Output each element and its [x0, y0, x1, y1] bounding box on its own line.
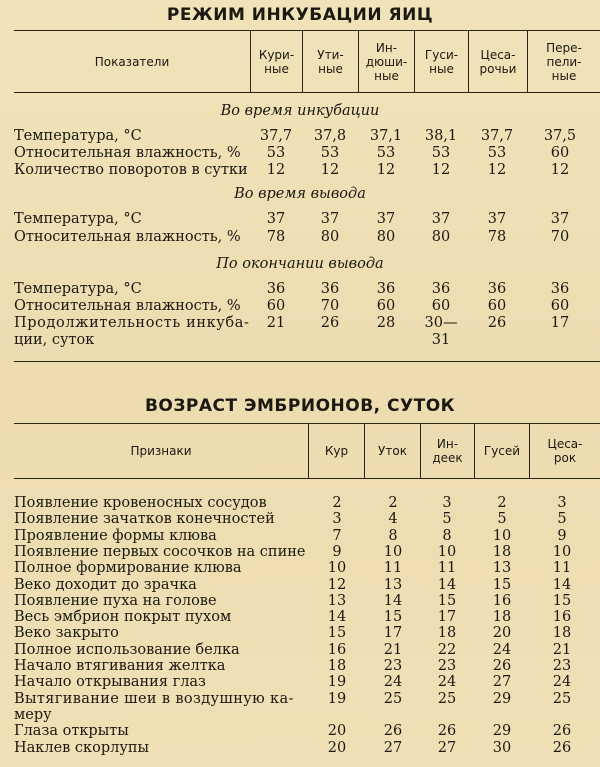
table-row [0, 642, 600, 659]
row-value: 11 [552, 560, 572, 576]
row-value: 26 [492, 658, 512, 674]
row-value: 14 [383, 593, 403, 609]
table2-header-col: Кур [324, 444, 349, 458]
row-label: Появление пуха на голове [14, 593, 217, 609]
row-value: 14 [552, 577, 572, 593]
row-value: 16 [552, 609, 572, 625]
row-value: 15 [327, 625, 347, 641]
row-label: Проявление формы клюва [14, 528, 217, 544]
row-value: 27 [492, 674, 512, 690]
row-value: 18 [437, 625, 457, 641]
row-value: 16 [492, 593, 512, 609]
table-row [0, 577, 600, 594]
row-value: 13 [492, 560, 512, 576]
row-label: Появление зачатков конечностей [14, 511, 275, 527]
table-row: Температура, °С 37 37 37 37 37 37 [14, 211, 570, 227]
table2-header-rule [14, 478, 600, 479]
row-label: Появление кровеносных сосудов [14, 495, 267, 511]
row-value: 15 [383, 609, 403, 625]
table1-header-rule [14, 92, 600, 93]
row-value: 21 [383, 642, 403, 658]
row-value: 13 [327, 593, 347, 609]
row-value: 3 [557, 495, 567, 511]
table1-header-col: Ин- дюши- ные [365, 40, 408, 83]
row-value: 11 [383, 560, 403, 576]
row-label: Полное формирование клюва [14, 560, 242, 576]
row-value: 5 [557, 511, 567, 527]
row-value: 10 [552, 544, 572, 560]
row-value: 4 [388, 511, 398, 527]
row-value: 9 [557, 528, 567, 544]
table1-bottom-rule [14, 361, 600, 362]
row-value: 26 [552, 740, 572, 756]
table-row: Относительная влажность, % 53 53 53 53 53 60 [14, 145, 570, 161]
row-value: 3 [332, 511, 342, 527]
row-value: 26 [437, 723, 457, 739]
row-value: 23 [437, 658, 457, 674]
table-row: Температура, °С 37,7 37,8 37,1 38,1 37,7 37,5 [14, 128, 577, 144]
table-row [0, 544, 600, 561]
section-title: Во время инкубации [220, 103, 380, 119]
row-value: 10 [327, 560, 347, 576]
row-value: 7 [332, 528, 342, 544]
table1-header-col: Кури- ные [258, 47, 295, 76]
table-row: Количество поворотов в сутки 12 12 12 12 12 12 [14, 162, 570, 178]
table1-header-col: Пере- пели- ные [546, 40, 582, 83]
row-value: 10 [383, 544, 403, 560]
section-title: Во время вывода [234, 186, 366, 202]
table-row [0, 495, 600, 512]
table-row: Относительная влажность, % 78 80 80 80 78 70 [14, 229, 570, 245]
table-row [0, 740, 600, 757]
row-value: 15 [437, 593, 457, 609]
row-value: 20 [327, 723, 347, 739]
table-row [0, 560, 600, 577]
row-label: Появление первых сосочков на спине [14, 544, 306, 560]
row-value: 25 [552, 691, 572, 707]
row-value: 2 [388, 495, 398, 511]
row-value: 27 [437, 740, 457, 756]
row-label: Наклев скорлупы [14, 740, 150, 756]
table-row [0, 707, 600, 724]
row-label: Веко закрыто [14, 625, 119, 641]
row-label: Глаза открыты [14, 723, 129, 739]
row-value: 10 [437, 544, 457, 560]
row-value: 18 [492, 544, 512, 560]
table-row [0, 674, 600, 691]
row-value: 20 [492, 625, 512, 641]
row-value: 18 [327, 658, 347, 674]
table1-header-col: Ути- ные [317, 47, 344, 76]
table1-header-col: Цеса- рочьи [479, 47, 517, 76]
row-value: 11 [437, 560, 457, 576]
table-row [0, 609, 600, 626]
row-value: 9 [332, 544, 342, 560]
table2-header-col: Гусей [483, 444, 521, 458]
table1-header-indicators: Показатели [94, 54, 170, 69]
row-value: 18 [552, 625, 572, 641]
table2-header-signs: Признаки [130, 444, 192, 458]
section-title: По окончании вывода [216, 256, 384, 272]
row-value: 24 [383, 674, 403, 690]
row-value: 18 [492, 609, 512, 625]
row-label: Начало втягивания желтка [14, 658, 226, 674]
table2-header-col: Ин- деек [432, 437, 463, 465]
row-value: 24 [552, 674, 572, 690]
row-value: 5 [497, 511, 507, 527]
table-row [0, 723, 600, 740]
row-label: Весь эмбрион покрыт пухом [14, 609, 232, 625]
table-row: Температура, °С 36 36 36 36 36 36 [14, 281, 570, 297]
table-row [0, 528, 600, 545]
table1-title: РЕЖИМ ИНКУБАЦИИ ЯИЦ [166, 5, 434, 25]
row-value: 25 [383, 691, 403, 707]
row-value: 5 [442, 511, 452, 527]
table-row: Относительная влажность, % 60 70 60 60 60 60 [14, 298, 570, 314]
row-value: 20 [327, 740, 347, 756]
row-value: 30 [492, 740, 512, 756]
table2-title: ВОЗРАСТ ЭМБРИОНОВ, СУТОК [144, 396, 456, 416]
row-value: 24 [492, 642, 512, 658]
table2-header-col: Уток [378, 444, 407, 458]
row-label: Начало открывания глаз [14, 674, 206, 690]
row-value: 29 [492, 723, 512, 739]
row-value: 17 [437, 609, 457, 625]
row-value: 19 [327, 691, 347, 707]
row-value: 22 [437, 642, 457, 658]
row-label: Веко доходит до зрачка [14, 577, 197, 593]
row-value: 3 [442, 495, 452, 511]
row-value: 2 [332, 495, 342, 511]
row-value: 15 [492, 577, 512, 593]
table-row: Продолжительность инкуба- 21 26 28 30— 26 17 [14, 315, 570, 331]
row-value: 13 [383, 577, 403, 593]
table-row: ции, суток 31 [14, 332, 451, 348]
row-value: 21 [552, 642, 572, 658]
row-label: меру [14, 707, 52, 723]
row-value: 10 [492, 528, 512, 544]
table-row [0, 691, 600, 708]
row-value: 27 [383, 740, 403, 756]
row-value: 29 [492, 691, 512, 707]
table-row [0, 625, 600, 642]
row-value: 14 [327, 609, 347, 625]
row-value: 17 [383, 625, 403, 641]
table-row [0, 511, 600, 528]
row-value: 2 [497, 495, 507, 511]
row-value: 12 [327, 577, 347, 593]
row-value: 14 [437, 577, 457, 593]
row-value: 26 [383, 723, 403, 739]
row-value: 8 [442, 528, 452, 544]
row-value: 23 [383, 658, 403, 674]
table-row [0, 658, 600, 675]
row-value: 15 [552, 593, 572, 609]
row-value: 24 [437, 674, 457, 690]
table-row [0, 593, 600, 610]
table2-header-col: Цеса- рок [547, 437, 583, 465]
row-value: 23 [552, 658, 572, 674]
row-value: 26 [552, 723, 572, 739]
row-value: 25 [437, 691, 457, 707]
row-label: Полное использование белка [14, 642, 240, 658]
row-label: Вытягивание шеи в воздушную ка- [14, 691, 294, 707]
row-value: 19 [327, 674, 347, 690]
table1-header-col: Гуси- ные [424, 47, 459, 76]
row-value: 8 [388, 528, 398, 544]
row-value: 16 [327, 642, 347, 658]
